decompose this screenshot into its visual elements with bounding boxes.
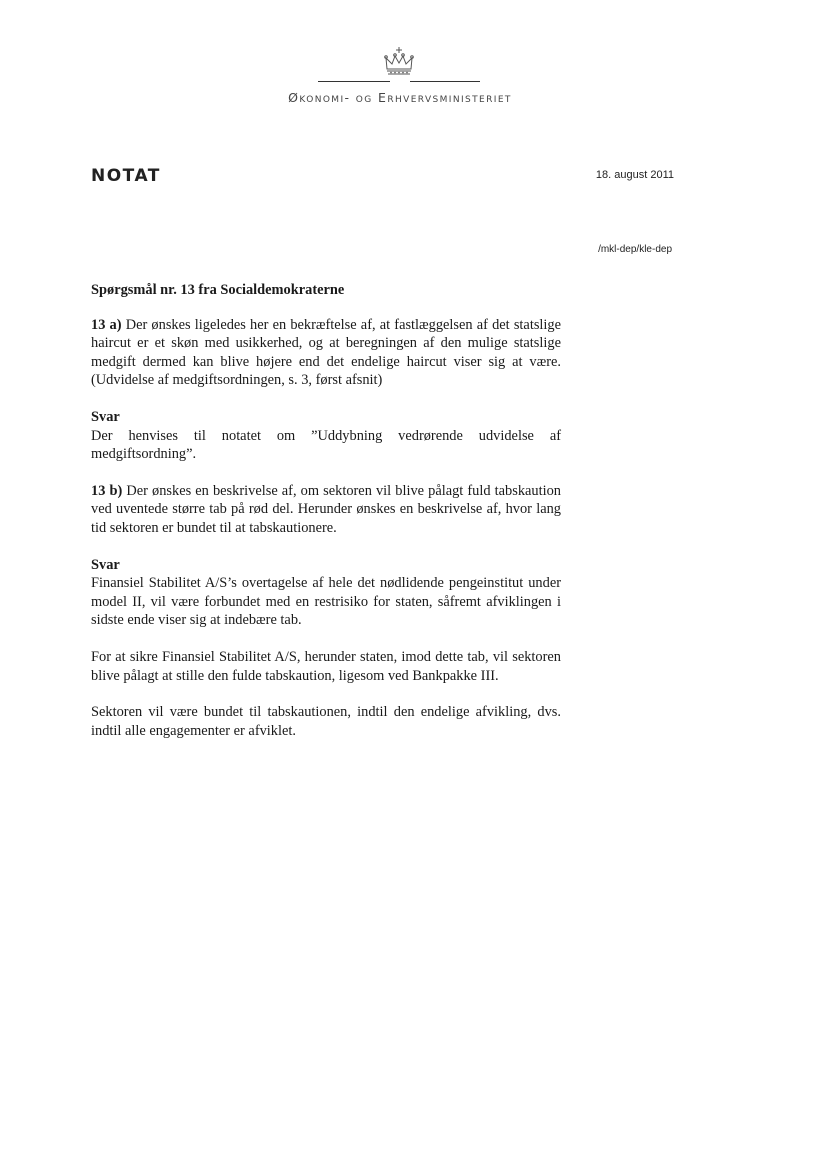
letterhead-rule-left: [318, 81, 390, 82]
answer-2-label: Svar: [91, 556, 120, 573]
question-13b-label: 13 b): [91, 482, 123, 499]
answer-1-text: Der henvises til notatet om ”Uddybning vedrørende udvidelse af medgiftsordning”.: [91, 427, 561, 463]
question-13a-label: 13 a): [91, 316, 122, 333]
answer-2-paragraph-2: For at sikre Finansiel Stabilitet A/S, herunder staten, imod dette tab, vil sektoren blive pålagt at stille den fulde tabskaution, ligesom ved Bankpakke III.: [91, 648, 561, 684]
document-body: [91, 281, 561, 758]
answer-1-label: Svar: [91, 408, 120, 425]
answer-2-paragraph-1: Finansiel Stabilitet A/S’s overtagelse af hele det nødlidende pengeinstitut under model II, vil være forbundet med en restrisiko for staten, såfremt afviklingen i sidste ende viser sig at indebære tab.: [91, 575, 561, 629]
answer-2-paragraph-3: Sektoren vil være bundet til tabskautionen, indtil den endelige afvikling, dvs. indtil alle engagementer er afviklet.: [91, 704, 561, 739]
question-13b-text: Der ønskes en beskrivelse af, om sektoren vil blive pålagt fuld tabskaution ved uventede større tab på rød del. Herunder ønskes en beskrivelse af, hvor lang tid sektoren er bundet til at tabskautionere.: [91, 482, 561, 536]
document-reference: /mkl-dep/kle-dep: [598, 244, 672, 255]
ministry-name: Økonomi- og Erhvervsministeriet: [288, 90, 512, 105]
question-13a: [91, 316, 561, 390]
crown-icon: [383, 45, 415, 81]
question-13b: [91, 482, 561, 538]
document-type: NOTAT: [91, 166, 161, 186]
document-date: 18. august 2011: [595, 169, 674, 181]
question-13a-text: Der ønskes ligeledes her en bekræftelse af, at fastlæggelsen af det statslige haircut er et skøn med usikkerhed, og at beregningen af den mulige statslige medgift dermed kan blive højere end det endelige haircut viser sig at være. (Udvidelse af medgiftsordningen, s. 3, først afsnit): [91, 316, 561, 389]
letterhead-rule-right: [410, 81, 480, 82]
question-heading: Spørgsmål nr. 13 fra Socialdemokraterne: [91, 282, 345, 298]
